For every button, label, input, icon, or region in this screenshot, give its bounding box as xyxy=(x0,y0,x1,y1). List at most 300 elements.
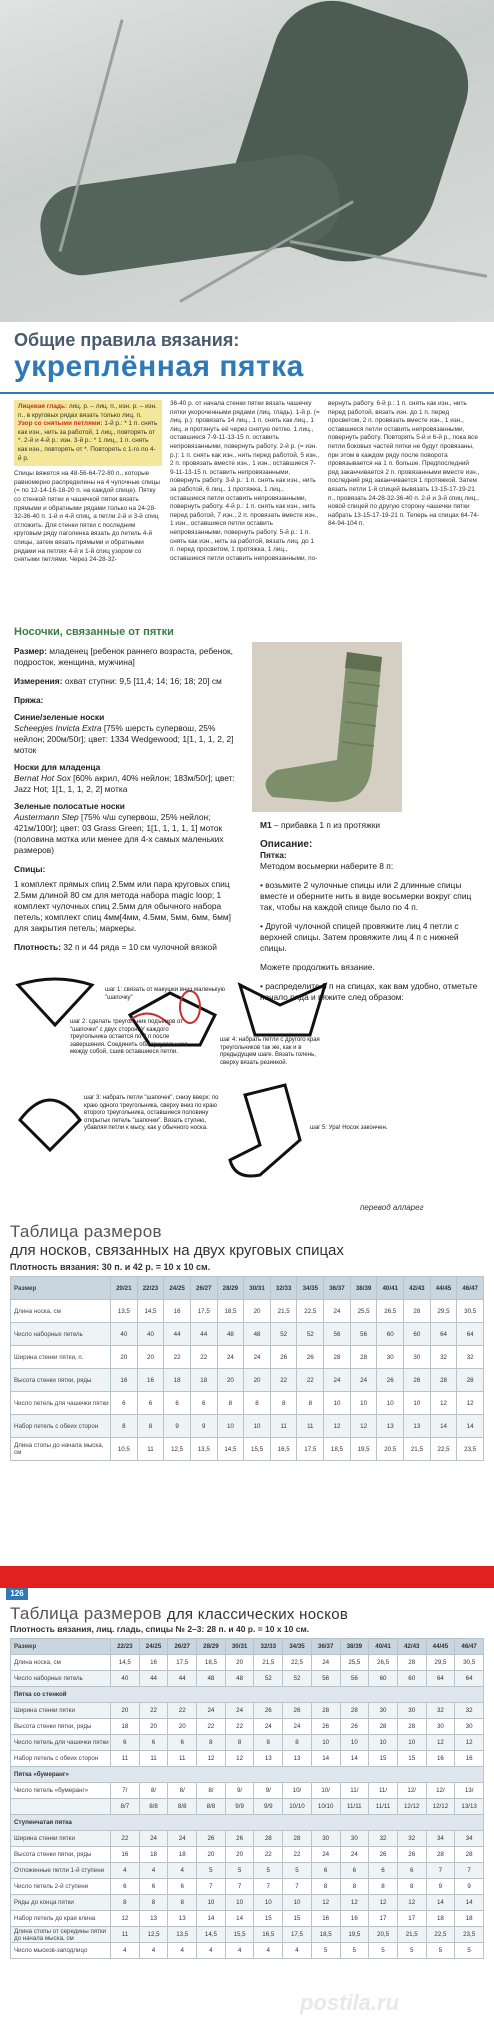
table-cell: 40 xyxy=(111,1671,140,1687)
table-cell: 13/ xyxy=(455,1783,484,1799)
table-cell: 16 xyxy=(455,1751,484,1767)
table-cell: Высота стенки пятки, ряды xyxy=(11,1719,111,1735)
table-cell: 22 xyxy=(297,1369,324,1392)
table-cell: 11/ xyxy=(369,1783,398,1799)
table-cell: 24 xyxy=(168,1831,197,1847)
step-4-label: шаг 4: набрать петли с другого края треугольников так же, как и в предыдущем шаге. Вязать голень, сверху вязать резинкой. xyxy=(220,1037,320,1066)
table-cell: 8/ xyxy=(197,1783,226,1799)
yarn-label: Пряжа: xyxy=(14,695,44,705)
yarn1-text: [75% шерсть супервош, 25% нейлон; 200м/50г]; цвет: 1334 Wedgewood; 1[1, 1, 1, 2, 2] моток xyxy=(14,723,234,755)
table-cell: 22 xyxy=(139,1703,168,1719)
needles-text: 1 комплект прямых спиц 2.5мм или пара круговых спиц 2.5мм длиной 80 см для метода набора magic loop; 1 комплект чулочных спиц 2.5мм для обычного набора петель; комплект спиц 4мм[4мм, 4.5мм, 5мм, 6мм, 6мм] для закрытия петель; маркеры. xyxy=(14,879,231,933)
table-cell: 24/25 xyxy=(164,1277,191,1300)
table-cell: 12/12 xyxy=(397,1799,426,1815)
table-cell: 12 xyxy=(369,1895,398,1911)
table-cell: 20 xyxy=(111,1703,140,1719)
table-cell: 22 xyxy=(190,1346,217,1369)
table-cell: Длина стопы до начала мыска, см xyxy=(11,1438,111,1461)
table-cell: 8 xyxy=(297,1392,324,1415)
table-cell: 13,5 xyxy=(190,1438,217,1461)
table-cell: 32 xyxy=(430,1346,457,1369)
table-cell: 22 xyxy=(225,1719,254,1735)
sock-photo xyxy=(252,642,402,812)
table-cell: 10,5 xyxy=(111,1438,138,1461)
table-cell: 10 xyxy=(254,1895,283,1911)
table-cell: 28 xyxy=(397,1655,426,1671)
table-cell: 17,5 xyxy=(297,1438,324,1461)
table-cell: 26 xyxy=(254,1703,283,1719)
table-cell: 5 xyxy=(225,1863,254,1879)
pattern2-text: 1-й р.: * 1 п. снять как изн., нить за работой, 1 лиц., повторять от *. 2-й и 4-й р.: изн. 3-й р.: * 1 лиц., 1 п. снять как изн., повторять от *. Повторять с 1-го по 4-й р. xyxy=(18,420,158,462)
table-cell: 11 xyxy=(168,1751,197,1767)
table-cell: 7 xyxy=(197,1879,226,1895)
intro-column-1 xyxy=(14,400,162,565)
table-cell: 24 xyxy=(283,1719,312,1735)
table-cell: 20/21 xyxy=(111,1277,138,1300)
table-cell: 12 xyxy=(311,1895,340,1911)
table-cell: 42/43 xyxy=(404,1277,431,1300)
table-cell: 10 xyxy=(377,1392,404,1415)
page-number: 126 xyxy=(6,1588,28,1600)
table-cell: 64 xyxy=(426,1671,455,1687)
table-cell: 5 xyxy=(426,1943,455,1959)
table-cell: 9/ xyxy=(254,1783,283,1799)
table-row xyxy=(11,1783,484,1799)
table-row xyxy=(11,1847,484,1863)
description-label: Описание: xyxy=(260,839,313,850)
table-cell: 12/ xyxy=(426,1783,455,1799)
table-cell: 28 xyxy=(350,1346,377,1369)
table-cell: 24 xyxy=(217,1346,244,1369)
table-cell: 28 xyxy=(254,1831,283,1847)
table-cell: 11 xyxy=(270,1415,297,1438)
gauge-label: Плотность: xyxy=(14,942,61,952)
table-cell: 5 xyxy=(340,1943,369,1959)
table-cell: 14 xyxy=(311,1751,340,1767)
table-cell: 5 xyxy=(311,1943,340,1959)
table-cell: 11 xyxy=(111,1927,140,1943)
table-cell: 13 xyxy=(254,1751,283,1767)
table-cell: 12 xyxy=(340,1895,369,1911)
table-cell: 18 xyxy=(455,1911,484,1927)
table-cell: 28 xyxy=(369,1719,398,1735)
table-cell: 44 xyxy=(164,1323,191,1346)
yarn2-label: Носки для младенца xyxy=(14,762,101,772)
table-cell: 15,5 xyxy=(225,1927,254,1943)
table-cell: 9 xyxy=(164,1415,191,1438)
table-cell: 30 xyxy=(404,1346,431,1369)
table-cell: 10 xyxy=(324,1392,351,1415)
table-cell: 16 xyxy=(137,1369,164,1392)
table-cell: 48 xyxy=(244,1323,271,1346)
table-cell: 26 xyxy=(270,1346,297,1369)
needles-label: Спицы: xyxy=(14,864,46,874)
table-cell: 26 xyxy=(369,1847,398,1863)
table-row xyxy=(11,1415,484,1438)
table-cell: 7 xyxy=(455,1863,484,1879)
table-cell: 18,5 xyxy=(217,1300,244,1323)
table-cell: 34/35 xyxy=(283,1639,312,1655)
hero-photo-knitted-sock xyxy=(0,0,494,322)
table-cell: 8/ xyxy=(168,1783,197,1799)
table-cell: 15 xyxy=(283,1911,312,1927)
table-cell: 11/11 xyxy=(340,1799,369,1815)
intro-body-1: Спицы вяжется на 48-56-64-72-80 п., которые равномерно распределены на 4 чулочные спицы (= по 12-14-16-18-20 п. на каждой спице). Пятку со стенкой пятки и чашечкой пятки вязать прямыми и обратными рядами только на 24-28-32-36-40 п. 1-й и 4-й спиц, а петли 2-й и 3-й спиц отложить. Для стенки пятки с последним круговым ряду паголенка вязать до петель 4-й спицы, затем вязать прямыми и обратными рядами на петлях 4-й и 1-й спиц узором со снятыми петлями. Через 24-28-32- xyxy=(14,470,160,564)
table-cell: 9/9 xyxy=(254,1799,283,1815)
table-cell: 26 xyxy=(377,1369,404,1392)
table-cell: 32 xyxy=(457,1346,484,1369)
table-cell: 22 xyxy=(164,1346,191,1369)
table-cell: 11 xyxy=(297,1415,324,1438)
table-cell: 5 xyxy=(254,1863,283,1879)
table-cell: 5 xyxy=(197,1863,226,1879)
table-cell: Число наборных петель xyxy=(11,1323,111,1346)
table-cell: 14 xyxy=(455,1895,484,1911)
table-cell: 60 xyxy=(377,1323,404,1346)
table-cell: 52 xyxy=(297,1323,324,1346)
table-cell: 28 xyxy=(311,1703,340,1719)
table-cell: 46/47 xyxy=(457,1277,484,1300)
table-row xyxy=(11,1831,484,1847)
table-cell: 32 xyxy=(369,1831,398,1847)
table-cell: 8/8 xyxy=(139,1799,168,1815)
table-cell: 4 xyxy=(139,1863,168,1879)
table-cell: 14 xyxy=(225,1911,254,1927)
table-cell: 28 xyxy=(324,1346,351,1369)
table-cell: 22,5 xyxy=(426,1927,455,1943)
table-cell: 14 xyxy=(426,1895,455,1911)
table-cell: 13 xyxy=(404,1415,431,1438)
table-cell: 20 xyxy=(244,1369,271,1392)
table-cell: 4 xyxy=(168,1943,197,1959)
table-cell: 21,5 xyxy=(404,1438,431,1461)
table-row xyxy=(11,1655,484,1671)
joined-shape xyxy=(240,985,325,1035)
table-cell: 30 xyxy=(426,1719,455,1735)
table-cell: 64 xyxy=(430,1323,457,1346)
table-cell: 26 xyxy=(197,1831,226,1847)
table-cell: 8 xyxy=(139,1895,168,1911)
table-cell: Размер xyxy=(11,1277,111,1300)
table-cell: 6 xyxy=(190,1392,217,1415)
table-cell: 24 xyxy=(311,1655,340,1671)
table-cell: 10/10 xyxy=(311,1799,340,1815)
table-cell: 30 xyxy=(377,1346,404,1369)
table-cell: 8 xyxy=(137,1415,164,1438)
table-cell: 22/23 xyxy=(111,1639,140,1655)
table-cell: 20 xyxy=(168,1719,197,1735)
table-cell: 60 xyxy=(404,1323,431,1346)
table-cell: 6 xyxy=(397,1863,426,1879)
table-cell: 25,5 xyxy=(340,1655,369,1671)
table-cell: 64 xyxy=(455,1671,484,1687)
table-cell: Ширина стенки пятки, п. xyxy=(11,1346,111,1369)
finished-sock-shape xyxy=(230,1085,300,1176)
table-cell: 22 xyxy=(197,1719,226,1735)
table-cell: 24 xyxy=(197,1703,226,1719)
table-cell: Ряды до конца пятки xyxy=(11,1895,111,1911)
bullet-2: • Другой чулочной спицей провяжите лиц 4 петли с верхней спицы. Затем провяжите лиц 4 п с нижней спицы. xyxy=(260,921,459,953)
table-cell: 8 xyxy=(254,1735,283,1751)
table-cell: Длина носка, см xyxy=(11,1655,111,1671)
table-cell: 10 xyxy=(197,1895,226,1911)
table-cell: 14,5 xyxy=(217,1438,244,1461)
table-cell: 16 xyxy=(426,1751,455,1767)
table-cell: 22 xyxy=(283,1847,312,1863)
table-cell: 16 xyxy=(340,1911,369,1927)
table-cell: 30/31 xyxy=(244,1277,271,1300)
table-cell: 11/11 xyxy=(369,1799,398,1815)
table-cell: 42/43 xyxy=(397,1639,426,1655)
table-cell: 6 xyxy=(137,1392,164,1415)
table-cell: Ширина стенки пятки xyxy=(11,1703,111,1719)
step-1-label: шаг 1: связать от макушки вниз маленькую "шапочку" xyxy=(105,987,225,1001)
table-cell: 60 xyxy=(397,1671,426,1687)
yarn3-text: [75% ч/ш супервош, 25% нейлон; 421м/100г]; цвет: 03 Grass Green; 1[1, 1, 1, 1, 1] моток (половина мотка или менее для 4-х самых маленьких размеров) xyxy=(14,812,224,855)
table-cell: 18 xyxy=(139,1847,168,1863)
table-cell: 28/29 xyxy=(197,1639,226,1655)
table-cell: 8 xyxy=(270,1392,297,1415)
size-table-1-grid xyxy=(10,1276,484,1461)
table-cell: 46/47 xyxy=(455,1639,484,1655)
table-cell: 32 xyxy=(426,1703,455,1719)
table-cell: 8 xyxy=(197,1735,226,1751)
table-cell: 28 xyxy=(426,1847,455,1863)
table-cell: 11/ xyxy=(340,1783,369,1799)
table-cell: 26 xyxy=(283,1703,312,1719)
table-cell: 5 xyxy=(397,1943,426,1959)
table-cell: Ширина стенки пятки xyxy=(11,1831,111,1847)
table-cell: 26 xyxy=(404,1369,431,1392)
yarn2-brand: Bernat Hot Sox xyxy=(14,773,71,783)
table-cell: 29,5 xyxy=(426,1655,455,1671)
pattern1-label: Лицевая гладь: xyxy=(18,403,68,410)
measure-text: охват ступни: 9,5 [11,4; 14; 16; 18; 20] см xyxy=(64,676,222,686)
table-cell: 8 xyxy=(340,1879,369,1895)
table-cell: 36/37 xyxy=(324,1277,351,1300)
table-cell: 8/ xyxy=(139,1783,168,1799)
table-cell: 22 xyxy=(168,1703,197,1719)
table-group-label: Пятка со стенкой xyxy=(11,1687,484,1703)
table-cell: 10/ xyxy=(311,1783,340,1799)
table-cell: 26 xyxy=(225,1831,254,1847)
table-cell: 13,5 xyxy=(111,1300,138,1323)
table-row xyxy=(11,1369,484,1392)
table-row xyxy=(11,1911,484,1927)
table-cell: 13 xyxy=(283,1751,312,1767)
table-1-title: Таблица размеров xyxy=(10,1222,162,1241)
cap-pickup-shape xyxy=(20,1100,80,1150)
table-cell: 21,5 xyxy=(254,1655,283,1671)
table-cell: 20 xyxy=(217,1369,244,1392)
table-cell: Набор петель с обеих сторон xyxy=(11,1751,111,1767)
table-1-gauge: Плотность вязания: 30 п. и 42 р. = 10 x 10 см. xyxy=(10,1262,211,1272)
table-cell: 16 xyxy=(311,1911,340,1927)
table-cell: 14,5 xyxy=(137,1300,164,1323)
table-cell: Число петель для чашечки пятки xyxy=(11,1735,111,1751)
table-cell: 28 xyxy=(397,1719,426,1735)
table-cell: 4 xyxy=(197,1943,226,1959)
translation-credit: перевод алларег xyxy=(360,1203,424,1212)
measure-label: Измерения: xyxy=(14,676,63,686)
table-cell: 44/45 xyxy=(426,1639,455,1655)
table-cell: 15,5 xyxy=(244,1438,271,1461)
table-cell: 28 xyxy=(457,1369,484,1392)
table-cell: 5 xyxy=(369,1943,398,1959)
table-cell: 26 xyxy=(297,1346,324,1369)
table-cell: 30 xyxy=(369,1703,398,1719)
table-cell: 9/9 xyxy=(225,1799,254,1815)
table-cell: 18 xyxy=(190,1369,217,1392)
construction-diagram xyxy=(10,975,484,1197)
yarn2-text: [60% акрил, 40% нейлон; 183м/50г]; цвет: Jazz Hot; 1[1, 1, 1, 2, 2] мотка xyxy=(14,773,235,794)
table-cell: 38/39 xyxy=(350,1277,377,1300)
table-cell: 12 xyxy=(324,1415,351,1438)
pattern-details xyxy=(14,646,242,953)
table-cell: 8/7 xyxy=(111,1799,140,1815)
step-3-label: шаг 3: набрать петли "шапочек", снизу вверх: по краю одного треугольника, сверху вниз по краю второго треугольника, оставшиеся половину открытых петель "шапочки". Вязать ступню, убавляя петли к мысу, как у обычного носка. xyxy=(84,1095,219,1131)
intro-column-2: 36-40 р. от начала стенки пятки вязать чашечку пятки укороченными рядами (лиц. гладь). 1-й р. (= лиц. р.): провязать 14 лиц., 1 п. снять как лиц., 1 лиц. и протянуть её через снятую петлю. 1 лиц., оставшиеся 7-9-11-13-15 п. оставить непровязанными, повернуть работу. 2-й р. (= изн. р.): 1 п. снять как изн., нить перед работой, 5 изн., 2 п. провязать вместе изн., 1 изн., оставшиеся 7-9-11-13-15 п. оставить непровязанными, повернуть работу. 3-й р.: 1 п. снять как изн., нить за работой, 6 лиц., 1 протяжка, 1 лиц., оставшиеся петли оставить непровязанными, повернуть работу. 4-й р.: 1 п. снять как изн., нить перед работой, 7 изн., 2 п. провязать вместе изн., 1 изн., оставшиеся петли оставить непровязанными, повернуть работу. 5-й р.: 1 п. снять как изн., нить за работой, вязать лиц. до 1 п. перед просветом, 1 протяжка, 1 лиц., оставшиеся петли оставить непровязанными, по- xyxy=(170,400,320,562)
table-cell: 14 xyxy=(197,1911,226,1927)
table-cell: 19,5 xyxy=(350,1438,377,1461)
table-cell: 7 xyxy=(225,1879,254,1895)
table-cell: 21,5 xyxy=(397,1927,426,1943)
table-cell: 14 xyxy=(430,1415,457,1438)
table-cell: 8 xyxy=(397,1879,426,1895)
table-cell: 24 xyxy=(324,1300,351,1323)
table-cell: 20,5 xyxy=(369,1927,398,1943)
divider xyxy=(0,392,494,394)
table-cell: 4 xyxy=(225,1943,254,1959)
heel-text: Методом восьмерки наберите 8 п: xyxy=(260,861,394,871)
table-cell: 34 xyxy=(455,1831,484,1847)
table-group-label: Пятка «бумеранг» xyxy=(11,1767,484,1783)
size-text: младенец [ребенок раннего возраста, ребенок, подросток, женщина, мужчина] xyxy=(14,646,233,667)
table-cell: 22 xyxy=(111,1831,140,1847)
table-row xyxy=(11,1751,484,1767)
table-cell: 24 xyxy=(350,1369,377,1392)
table-cell: 32 xyxy=(397,1831,426,1847)
table-row xyxy=(11,1735,484,1751)
table-cell: Число петель 2-й ступени xyxy=(11,1879,111,1895)
table-row xyxy=(11,1799,484,1815)
table-cell: 10/ xyxy=(283,1783,312,1799)
pattern2-label: Узор со снятыми петлями: xyxy=(18,420,103,428)
table-cell: 32/33 xyxy=(270,1277,297,1300)
table-cell: 10 xyxy=(217,1415,244,1438)
table-cell: 18 xyxy=(164,1369,191,1392)
table-cell: Набор петель до края клина xyxy=(11,1911,111,1927)
table-cell: 8 xyxy=(225,1735,254,1751)
table-cell: 12,5 xyxy=(164,1438,191,1461)
table-cell: 20 xyxy=(111,1346,138,1369)
table-cell: 10 xyxy=(369,1735,398,1751)
table-cell: 12 xyxy=(430,1392,457,1415)
gauge-text: 32 п и 44 ряда = 10 см чулочной вязкой xyxy=(63,942,217,952)
table-cell: 30 xyxy=(340,1831,369,1847)
table-cell: 23,5 xyxy=(457,1438,484,1461)
table-cell: 8 xyxy=(168,1895,197,1911)
table-cell: 6 xyxy=(369,1863,398,1879)
table-cell: 15 xyxy=(397,1751,426,1767)
table-cell: 18 xyxy=(111,1719,140,1735)
table-cell: 40/41 xyxy=(369,1639,398,1655)
table-row xyxy=(11,1943,484,1959)
section-subtitle: Общие правила вязания: xyxy=(14,330,240,350)
table-cell: 12 xyxy=(197,1751,226,1767)
table-cell: 15 xyxy=(369,1751,398,1767)
table-cell: Число мысков-заподлицо xyxy=(11,1943,111,1959)
table-cell: 15 xyxy=(254,1911,283,1927)
table-cell: 22 xyxy=(270,1369,297,1392)
table-cell: 18,5 xyxy=(311,1927,340,1943)
watermark: postila.ru xyxy=(300,1990,400,2015)
table-cell: 6 xyxy=(340,1863,369,1879)
table-cell: 18,5 xyxy=(324,1438,351,1461)
table-cell: 28 xyxy=(455,1847,484,1863)
table-cell: 20 xyxy=(244,1300,271,1323)
table-cell: 9 xyxy=(426,1879,455,1895)
heel-label: Пятка: xyxy=(260,850,287,860)
table-cell: Набор петель с обеих сторон xyxy=(11,1415,111,1438)
table-row xyxy=(11,1879,484,1895)
table-cell: 30,5 xyxy=(457,1300,484,1323)
table-cell: 16 xyxy=(111,1847,140,1863)
table-cell: 38/39 xyxy=(340,1639,369,1655)
table-cell: 17 xyxy=(397,1911,426,1927)
table-cell: 28 xyxy=(340,1703,369,1719)
table-cell: 17,5 xyxy=(190,1300,217,1323)
page-title: укреплённая пятка xyxy=(14,350,304,383)
table-cell: 32/33 xyxy=(254,1639,283,1655)
table-cell: 25,5 xyxy=(350,1300,377,1323)
table-cell: 14 xyxy=(457,1415,484,1438)
table-cell: 6 xyxy=(164,1392,191,1415)
table-cell: 18 xyxy=(168,1847,197,1863)
table-cell: Размер xyxy=(11,1639,111,1655)
table-cell: 9 xyxy=(190,1415,217,1438)
table-cell: 24 xyxy=(139,1831,168,1847)
table-1-subtitle: для носков, связанных на двух круговых спицах xyxy=(10,1242,344,1259)
table-cell: 12 xyxy=(111,1911,140,1927)
table-cell: 4 xyxy=(111,1863,140,1879)
table-cell: 19,5 xyxy=(340,1927,369,1943)
table-cell: 7 xyxy=(254,1879,283,1895)
table-cell: 44/45 xyxy=(430,1277,457,1300)
table-cell: 48 xyxy=(225,1671,254,1687)
table-cell: 22/23 xyxy=(137,1277,164,1300)
table-cell: 5 xyxy=(455,1943,484,1959)
table-cell: 20,5 xyxy=(377,1438,404,1461)
table-cell: Число петель «бумеранг» xyxy=(11,1783,111,1799)
table-cell: 13,5 xyxy=(168,1927,197,1943)
table-cell: 10 xyxy=(283,1895,312,1911)
table-cell: 20 xyxy=(137,1346,164,1369)
bullet-3: • распределите 8 п на спицах, как вам удобно, отметьте начало ряда и вяжите след образом: xyxy=(260,981,478,1002)
section-title: Носочки, связанные от пятки xyxy=(14,626,174,638)
table-cell: 6 xyxy=(168,1735,197,1751)
table-cell: Число петель для чашечки пятки xyxy=(11,1392,111,1415)
table-cell: 8 xyxy=(244,1392,271,1415)
table-cell: 64 xyxy=(457,1323,484,1346)
table-row xyxy=(11,1346,484,1369)
table-cell: 24 xyxy=(225,1703,254,1719)
table-header-row xyxy=(11,1277,484,1300)
table-cell: 34 xyxy=(426,1831,455,1847)
yarn3-brand: Austermann Step xyxy=(14,812,79,822)
table-cell: 17,5 xyxy=(168,1655,197,1671)
table-cell: 44 xyxy=(168,1671,197,1687)
